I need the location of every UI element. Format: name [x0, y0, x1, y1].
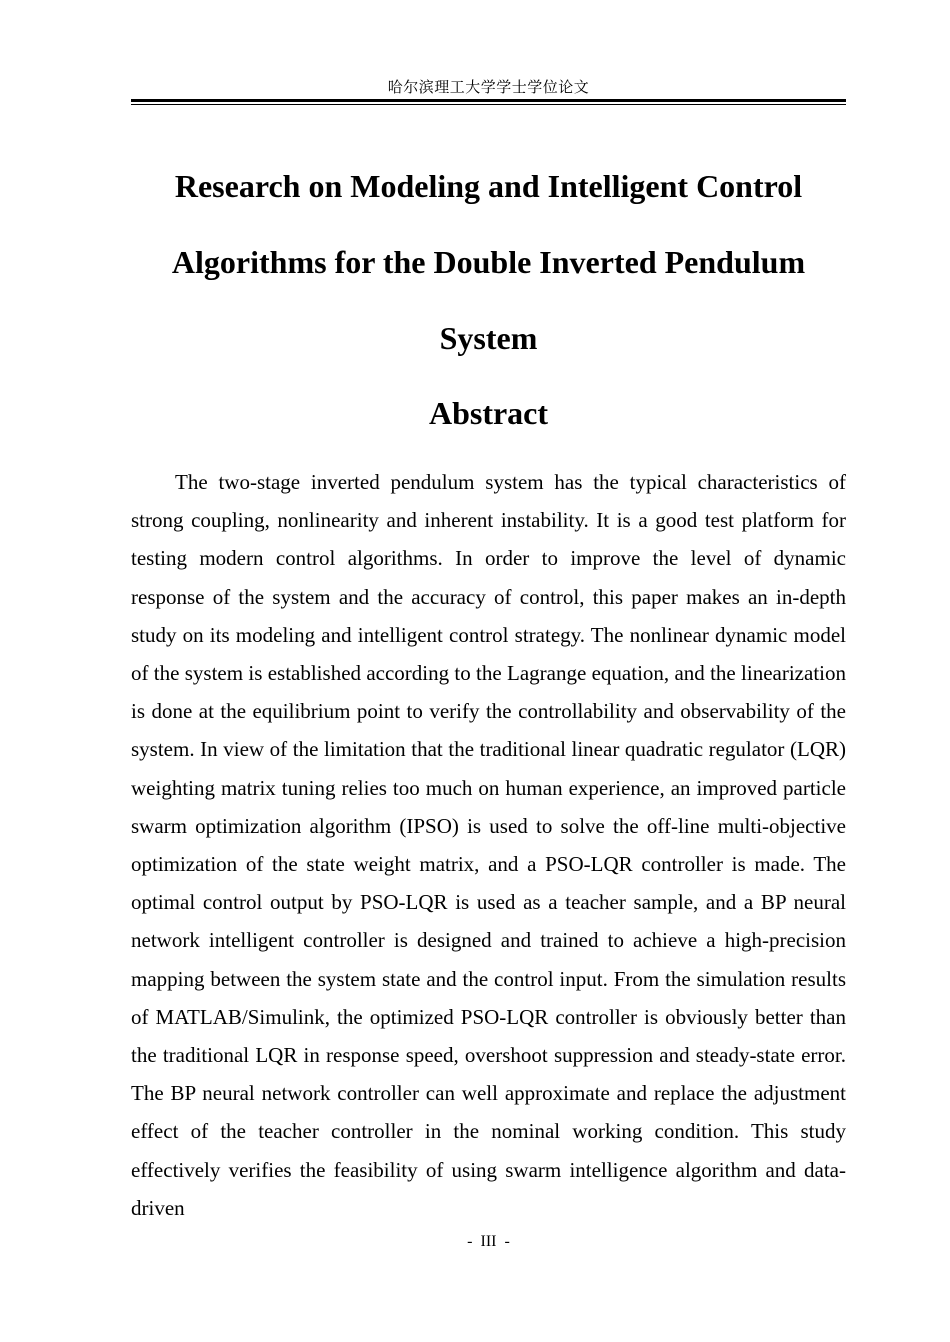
- abstract-heading: Abstract: [428, 395, 549, 431]
- abstract-body: The two-stage inverted pendulum system has the typical characteristics of strong coupling, nonlinearity and inherent instability. It is a good test platform for testing modern control algorithms. In order to improve the level of dynamic response of the system and the accuracy of control, this paper makes an in-depth study on its modeling and intelligent control strategy. The nonlinear dynamic model of the system is established according to the Lagrange equation, and the linearization is done at the equilibrium point to verify the controllability and observability of the system. In view of the limitation that the traditional linear quadratic regulator (LQR) weighting matrix tuning relies too much on human experience, an improved particle swarm optimization algorithm (IPSO) is used to solve the off-line multi-objective optimization of the state weight matrix, and a PSO-LQR controller is made. The optimal control output by PSO-LQR is used as a teacher sample, and a BP neural network intelligent controller is designed and trained to achieve a high-precision mapping between the system state and the control input. From the simulation results of MATLAB/Simulink, the optimized PSO-LQR controller is obviously better than the traditional LQR in response speed, overshoot suppression and steady-state error. The BP neural network controller can well approximate and replace the adjustment effect of the teacher controller in the nominal working condition. This study effectively verifies the feasibility of using swarm intelligence algorithm and data-driven: [131, 470, 846, 1220]
- title-line-3: System: [439, 320, 538, 356]
- title-line-2: Algorithms for the Double Inverted Pendulum: [171, 244, 806, 280]
- header-rule-thick: [131, 99, 846, 102]
- thesis-title: [131, 148, 846, 376]
- header-rule-thin: [131, 104, 846, 105]
- page-number: - III -: [467, 1233, 510, 1250]
- title-line-1: Research on Modeling and Intelligent Control: [174, 168, 803, 204]
- page-header: 哈尔滨理工大学学士学位论文: [387, 80, 590, 96]
